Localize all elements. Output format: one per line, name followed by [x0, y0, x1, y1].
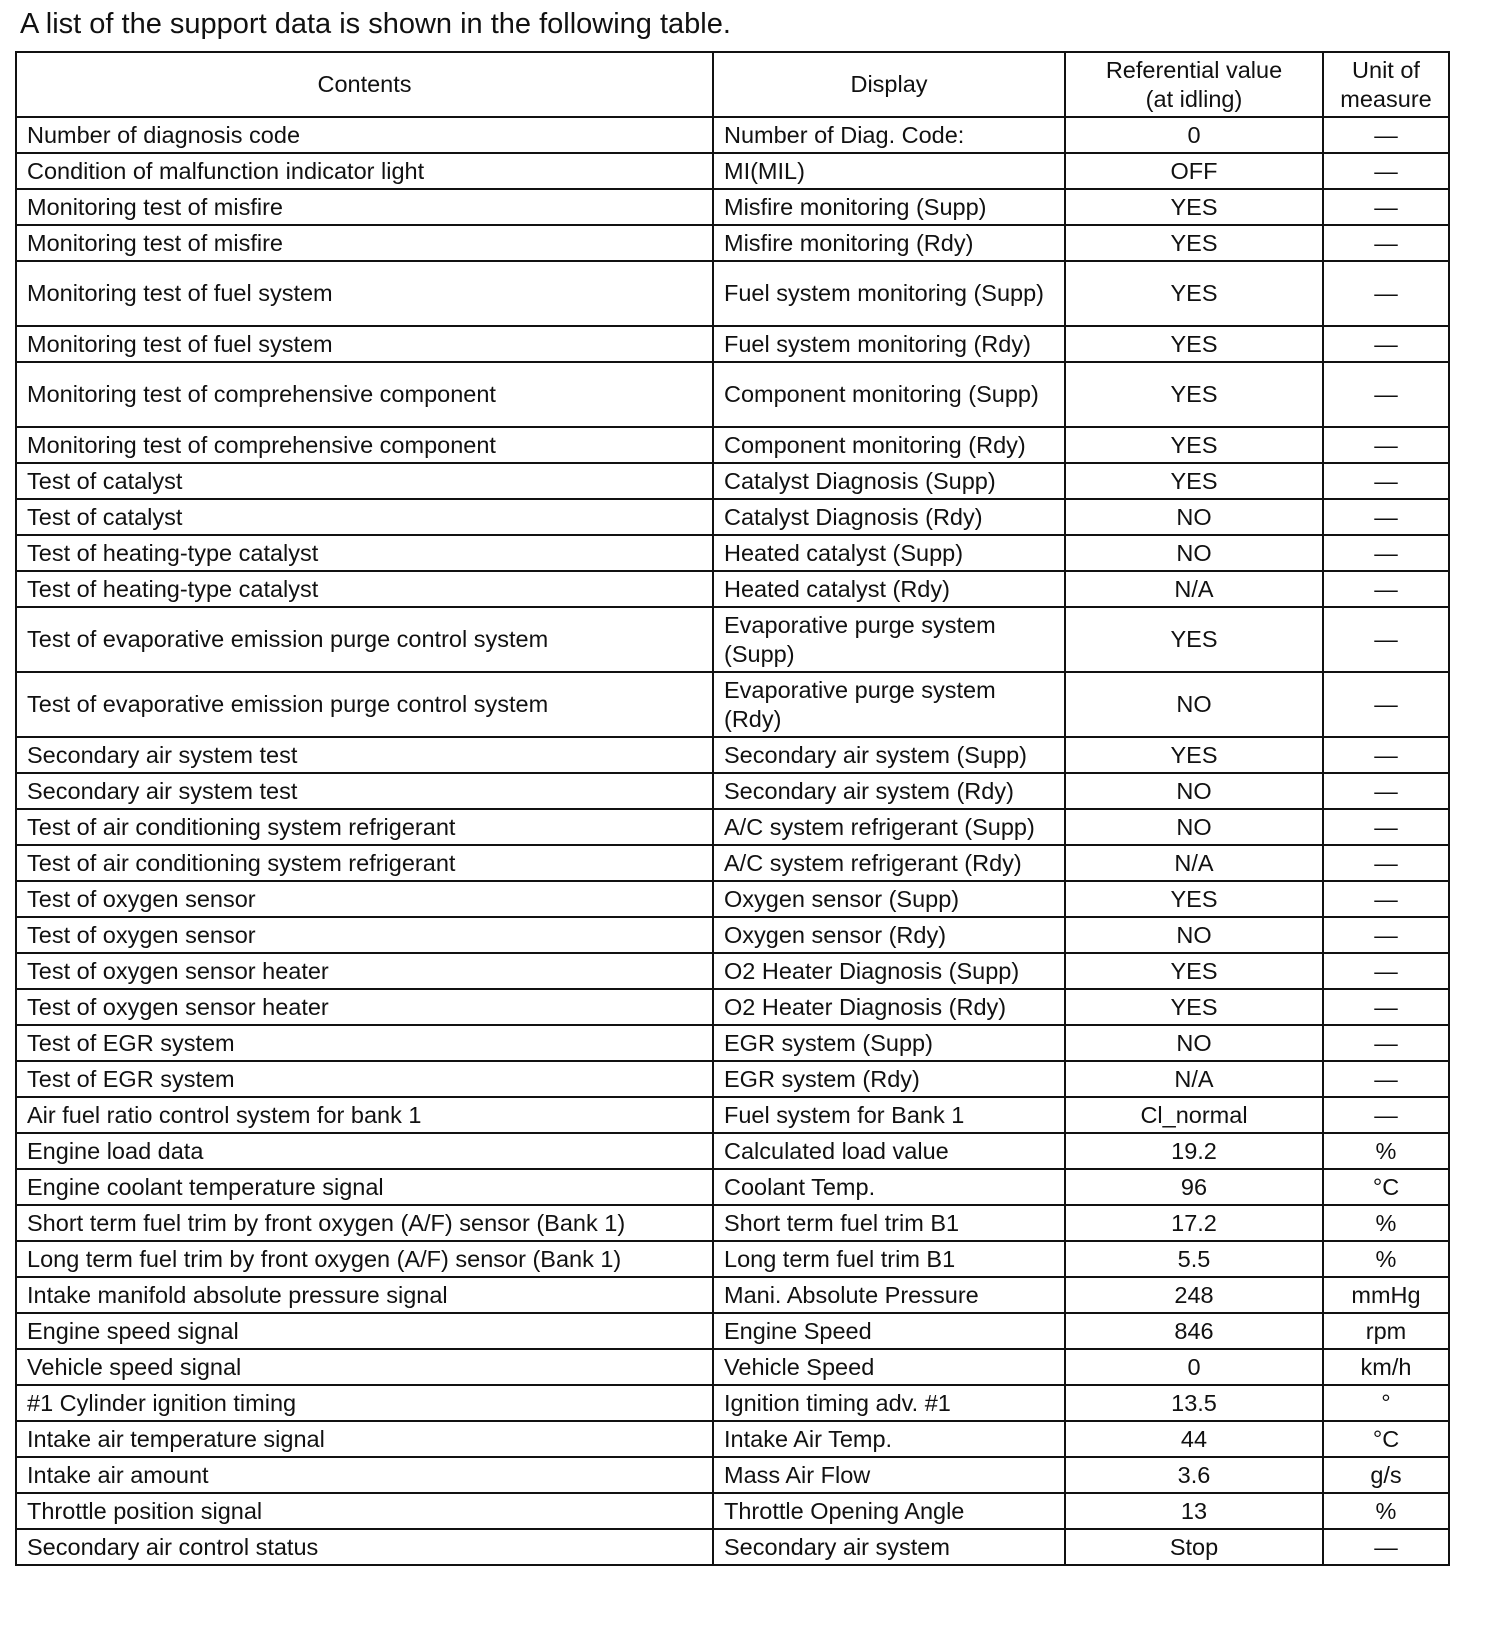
cell-unit: —: [1323, 1529, 1449, 1565]
cell-display: Engine Speed: [713, 1313, 1065, 1349]
cell-display: EGR system (Supp): [713, 1025, 1065, 1061]
cell-contents: Test of oxygen sensor: [16, 881, 713, 917]
cell-value: 0: [1065, 1349, 1323, 1385]
cell-contents: Monitoring test of fuel system: [16, 326, 713, 362]
cell-unit: —: [1323, 535, 1449, 571]
cell-contents: Intake manifold absolute pressure signal: [16, 1277, 713, 1313]
cell-display: Mani. Absolute Pressure: [713, 1277, 1065, 1313]
cell-contents: Secondary air control status: [16, 1529, 713, 1565]
cell-contents: Test of catalyst: [16, 499, 713, 535]
cell-unit: —: [1323, 225, 1449, 261]
cell-value: YES: [1065, 362, 1323, 427]
cell-unit: —: [1323, 809, 1449, 845]
table-row: [16, 427, 1449, 463]
cell-contents: Number of diagnosis code: [16, 117, 713, 153]
cell-display: A/C system refrigerant (Rdy): [713, 845, 1065, 881]
cell-contents: Test of oxygen sensor heater: [16, 989, 713, 1025]
cell-contents: Test of oxygen sensor heater: [16, 953, 713, 989]
table-row: [16, 225, 1449, 261]
table-row: [16, 809, 1449, 845]
cell-contents: Monitoring test of misfire: [16, 225, 713, 261]
table-row: [16, 607, 1449, 672]
table-row: [16, 1133, 1449, 1169]
cell-value: NO: [1065, 672, 1323, 737]
cell-value: NO: [1065, 773, 1323, 809]
cell-display: MI(MIL): [713, 153, 1065, 189]
cell-contents: Secondary air system test: [16, 737, 713, 773]
cell-display: Fuel system for Bank 1: [713, 1097, 1065, 1133]
cell-unit: —: [1323, 1061, 1449, 1097]
cell-value: 846: [1065, 1313, 1323, 1349]
cell-unit: —: [1323, 362, 1449, 427]
header-unit-line2: measure: [1340, 85, 1432, 112]
table-row: [16, 117, 1449, 153]
table-row: [16, 1241, 1449, 1277]
table-row: [16, 1493, 1449, 1529]
cell-value: 17.2: [1065, 1205, 1323, 1241]
table-row: [16, 1169, 1449, 1205]
cell-unit: —: [1323, 117, 1449, 153]
cell-unit: %: [1323, 1205, 1449, 1241]
cell-unit: —: [1323, 1025, 1449, 1061]
table-row: [16, 845, 1449, 881]
cell-unit: —: [1323, 953, 1449, 989]
cell-value: 5.5: [1065, 1241, 1323, 1277]
cell-contents: Intake air amount: [16, 1457, 713, 1493]
table-row: [16, 362, 1449, 427]
cell-contents: Intake air temperature signal: [16, 1421, 713, 1457]
cell-unit: °: [1323, 1385, 1449, 1421]
cell-value: N/A: [1065, 571, 1323, 607]
cell-value: YES: [1065, 737, 1323, 773]
cell-display: Mass Air Flow: [713, 1457, 1065, 1493]
cell-unit: —: [1323, 845, 1449, 881]
cell-display: EGR system (Rdy): [713, 1061, 1065, 1097]
cell-display: Secondary air system: [713, 1529, 1065, 1565]
cell-display: Vehicle Speed: [713, 1349, 1065, 1385]
cell-display: O2 Heater Diagnosis (Rdy): [713, 989, 1065, 1025]
cell-display: Catalyst Diagnosis (Rdy): [713, 499, 1065, 535]
table-row: [16, 499, 1449, 535]
header-contents: [16, 52, 713, 117]
cell-unit: —: [1323, 737, 1449, 773]
cell-unit: km/h: [1323, 1349, 1449, 1385]
header-value-line2: (at idling): [1145, 85, 1243, 112]
header-unit: [1323, 52, 1449, 117]
cell-display: Ignition timing adv. #1: [713, 1385, 1065, 1421]
table-row: [16, 1349, 1449, 1385]
cell-display: Secondary air system (Supp): [713, 737, 1065, 773]
table-row: [16, 153, 1449, 189]
table-row: [16, 535, 1449, 571]
cell-value: NO: [1065, 499, 1323, 535]
cell-value: YES: [1065, 225, 1323, 261]
table-row: [16, 261, 1449, 326]
cell-value: YES: [1065, 427, 1323, 463]
cell-display: Intake Air Temp.: [713, 1421, 1065, 1457]
cell-contents: Condition of malfunction indicator light: [16, 153, 713, 189]
cell-display: Calculated load value: [713, 1133, 1065, 1169]
cell-unit: —: [1323, 917, 1449, 953]
header-display-label: Display: [850, 71, 928, 97]
cell-unit: —: [1323, 571, 1449, 607]
table-body: [16, 117, 1449, 1565]
cell-value: 44: [1065, 1421, 1323, 1457]
table-row: [16, 1529, 1449, 1565]
header-contents-label: Contents: [317, 71, 412, 97]
table-row: [16, 1385, 1449, 1421]
cell-contents: Test of evaporative emission purge control system: [16, 607, 713, 672]
cell-display: O2 Heater Diagnosis (Supp): [713, 953, 1065, 989]
cell-value: 13: [1065, 1493, 1323, 1529]
table-row: [16, 189, 1449, 225]
cell-unit: %: [1323, 1241, 1449, 1277]
cell-display: Evaporative purge system (Supp): [713, 607, 1065, 672]
cell-contents: Test of EGR system: [16, 1025, 713, 1061]
cell-unit: —: [1323, 499, 1449, 535]
table-row: [16, 989, 1449, 1025]
cell-display: Coolant Temp.: [713, 1169, 1065, 1205]
cell-contents: Monitoring test of misfire: [16, 189, 713, 225]
cell-unit: rpm: [1323, 1313, 1449, 1349]
table-row: [16, 1025, 1449, 1061]
cell-value: 3.6: [1065, 1457, 1323, 1493]
table-row: [16, 773, 1449, 809]
cell-contents: Monitoring test of comprehensive component: [16, 362, 713, 427]
cell-display: Secondary air system (Rdy): [713, 773, 1065, 809]
table-row: [16, 571, 1449, 607]
cell-display: Fuel system monitoring (Supp): [713, 261, 1065, 326]
table-row: [16, 737, 1449, 773]
cell-contents: Monitoring test of fuel system: [16, 261, 713, 326]
cell-value: 19.2: [1065, 1133, 1323, 1169]
table-row: [16, 1205, 1449, 1241]
cell-value: NO: [1065, 917, 1323, 953]
cell-value: NO: [1065, 535, 1323, 571]
cell-value: YES: [1065, 607, 1323, 672]
cell-value: 96: [1065, 1169, 1323, 1205]
cell-unit: —: [1323, 326, 1449, 362]
cell-value: NO: [1065, 809, 1323, 845]
cell-value: YES: [1065, 189, 1323, 225]
cell-display: A/C system refrigerant (Supp): [713, 809, 1065, 845]
table-row: [16, 1277, 1449, 1313]
cell-contents: Test of EGR system: [16, 1061, 713, 1097]
cell-contents: Engine speed signal: [16, 1313, 713, 1349]
cell-value: YES: [1065, 989, 1323, 1025]
cell-contents: Test of air conditioning system refrigerant: [16, 809, 713, 845]
cell-display: Misfire monitoring (Rdy): [713, 225, 1065, 261]
cell-display: Heated catalyst (Supp): [713, 535, 1065, 571]
table-row: [16, 917, 1449, 953]
table-row: [16, 1097, 1449, 1133]
cell-display: Catalyst Diagnosis (Supp): [713, 463, 1065, 499]
cell-contents: Long term fuel trim by front oxygen (A/F) sensor (Bank 1): [16, 1241, 713, 1277]
cell-contents: Test of oxygen sensor: [16, 917, 713, 953]
cell-value: YES: [1065, 463, 1323, 499]
cell-contents: Test of air conditioning system refrigerant: [16, 845, 713, 881]
cell-value: Stop: [1065, 1529, 1323, 1565]
table-row: [16, 1421, 1449, 1457]
cell-unit: —: [1323, 881, 1449, 917]
cell-unit: —: [1323, 427, 1449, 463]
cell-contents: Test of evaporative emission purge control system: [16, 672, 713, 737]
cell-unit: —: [1323, 189, 1449, 225]
cell-contents: Test of heating-type catalyst: [16, 535, 713, 571]
cell-display: Number of Diag. Code:: [713, 117, 1065, 153]
cell-value: 13.5: [1065, 1385, 1323, 1421]
cell-display: Component monitoring (Rdy): [713, 427, 1065, 463]
header-display: [713, 52, 1065, 117]
cell-contents: Engine coolant temperature signal: [16, 1169, 713, 1205]
cell-display: Misfire monitoring (Supp): [713, 189, 1065, 225]
cell-value: YES: [1065, 261, 1323, 326]
cell-display: Short term fuel trim B1: [713, 1205, 1065, 1241]
table-row: [16, 1457, 1449, 1493]
cell-value: YES: [1065, 881, 1323, 917]
table-row: [16, 463, 1449, 499]
table-row: [16, 953, 1449, 989]
cell-unit: %: [1323, 1133, 1449, 1169]
header-value-line1: Referential value: [1105, 56, 1283, 83]
cell-unit: —: [1323, 153, 1449, 189]
cell-contents: Monitoring test of comprehensive component: [16, 427, 713, 463]
cell-unit: —: [1323, 672, 1449, 737]
table-row: [16, 1061, 1449, 1097]
support-data-table: [15, 51, 1450, 1566]
table-row: [16, 881, 1449, 917]
cell-unit: mmHg: [1323, 1277, 1449, 1313]
cell-value: N/A: [1065, 845, 1323, 881]
cell-unit: %: [1323, 1493, 1449, 1529]
cell-display: Long term fuel trim B1: [713, 1241, 1065, 1277]
cell-display: Oxygen sensor (Supp): [713, 881, 1065, 917]
header-unit-line1: Unit of: [1352, 56, 1420, 83]
cell-value: 0: [1065, 117, 1323, 153]
cell-unit: —: [1323, 773, 1449, 809]
cell-contents: Test of heating-type catalyst: [16, 571, 713, 607]
cell-unit: —: [1323, 607, 1449, 672]
table-row: [16, 326, 1449, 362]
cell-contents: Vehicle speed signal: [16, 1349, 713, 1385]
cell-value: N/A: [1065, 1061, 1323, 1097]
cell-display: Fuel system monitoring (Rdy): [713, 326, 1065, 362]
table-row: [16, 1313, 1449, 1349]
cell-display: Oxygen sensor (Rdy): [713, 917, 1065, 953]
cell-contents: Secondary air system test: [16, 773, 713, 809]
cell-contents: Air fuel ratio control system for bank 1: [16, 1097, 713, 1133]
cell-display: Throttle Opening Angle: [713, 1493, 1065, 1529]
cell-value: YES: [1065, 953, 1323, 989]
cell-unit: °C: [1323, 1169, 1449, 1205]
cell-contents: Engine load data: [16, 1133, 713, 1169]
cell-contents: #1 Cylinder ignition timing: [16, 1385, 713, 1421]
cell-display: Evaporative purge system (Rdy): [713, 672, 1065, 737]
cell-value: YES: [1065, 326, 1323, 362]
cell-unit: °C: [1323, 1421, 1449, 1457]
cell-unit: —: [1323, 261, 1449, 326]
cell-unit: —: [1323, 463, 1449, 499]
cell-contents: Test of catalyst: [16, 463, 713, 499]
cell-value: NO: [1065, 1025, 1323, 1061]
cell-display: Component monitoring (Supp): [713, 362, 1065, 427]
cell-value: OFF: [1065, 153, 1323, 189]
intro-text: A list of the support data is shown in the following table.: [20, 8, 731, 40]
table-row: [16, 672, 1449, 737]
cell-value: Cl_normal: [1065, 1097, 1323, 1133]
cell-unit: —: [1323, 1097, 1449, 1133]
cell-unit: —: [1323, 989, 1449, 1025]
table-header-row: [16, 52, 1449, 117]
cell-display: Heated catalyst (Rdy): [713, 571, 1065, 607]
cell-contents: Short term fuel trim by front oxygen (A/F) sensor (Bank 1): [16, 1205, 713, 1241]
header-referential-value: [1065, 52, 1323, 117]
cell-value: 248: [1065, 1277, 1323, 1313]
cell-contents: Throttle position signal: [16, 1493, 713, 1529]
cell-unit: g/s: [1323, 1457, 1449, 1493]
